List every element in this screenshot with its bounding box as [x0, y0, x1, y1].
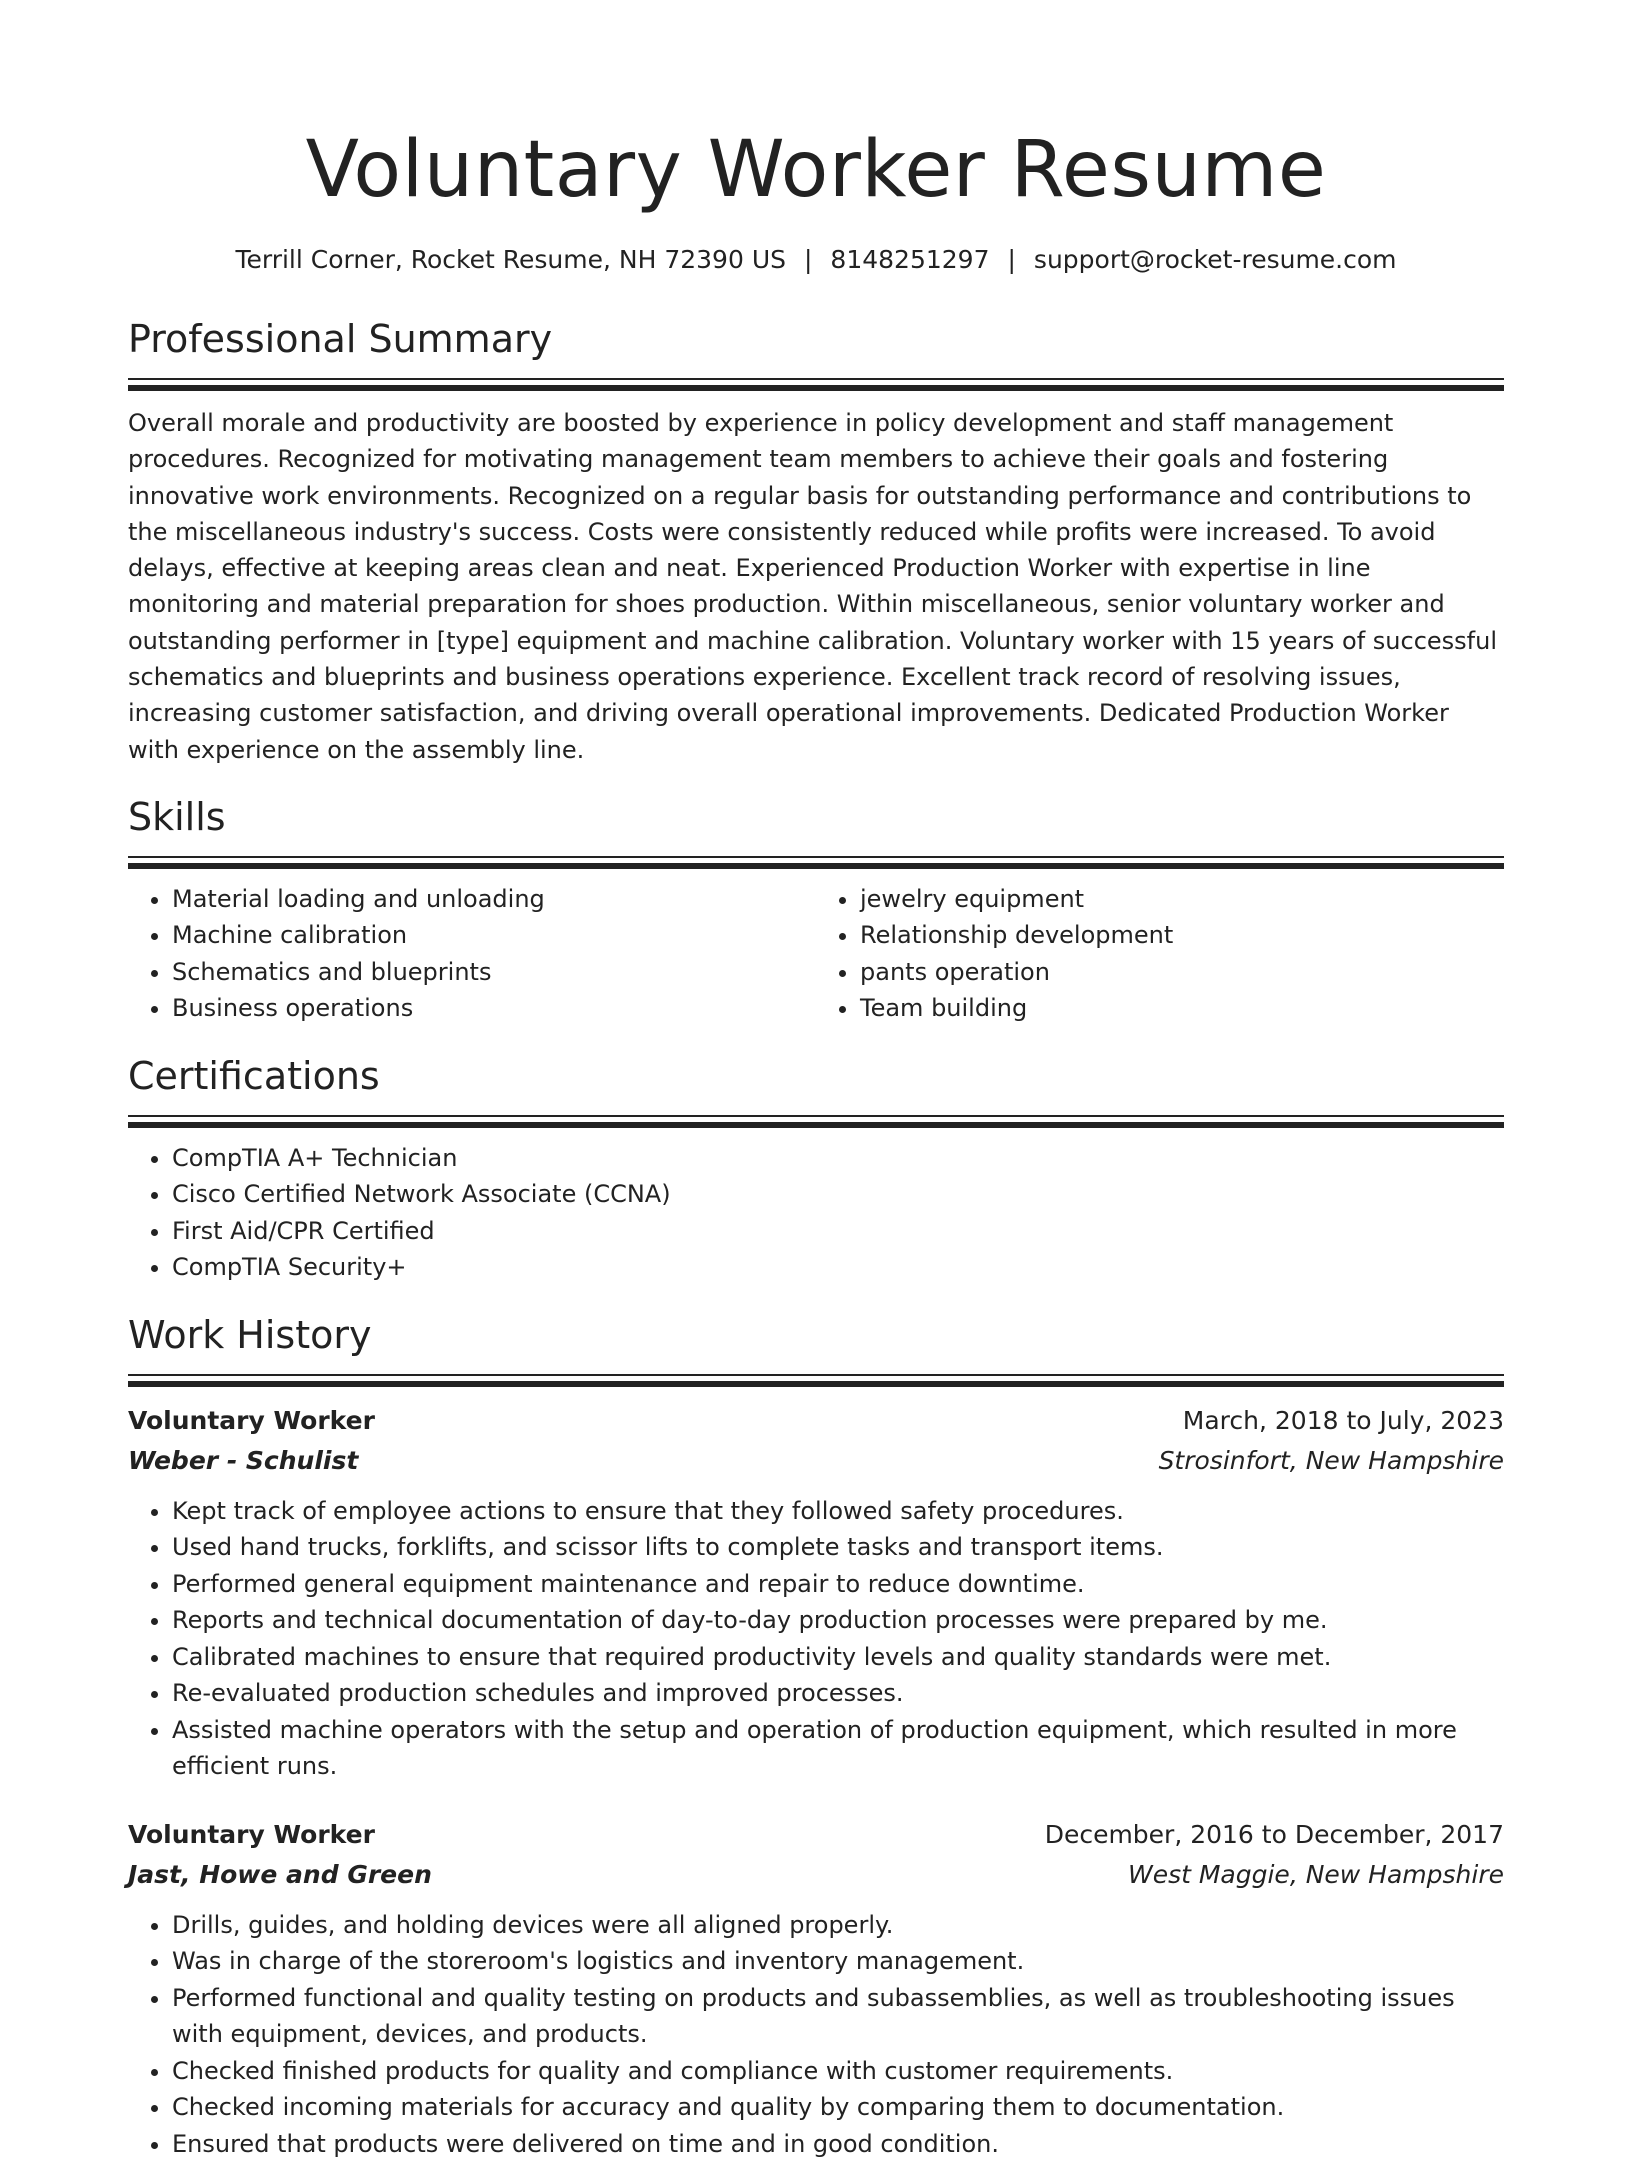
- job-subheader-row: [128, 1441, 1504, 1481]
- job-dates: December, 2016 to December, 2017: [1044, 1819, 1504, 1849]
- work-history-section: [128, 1312, 1504, 2162]
- job-duty-item: • Performed general equipment maintenance and repair to reduce downtime.: [172, 1566, 1504, 1603]
- certification-item: • CompTIA Security+: [172, 1249, 1504, 1286]
- job-duty-item: • Ensured that products were delivered on time and in good condition.: [172, 2126, 1504, 2162]
- job-title: Voluntary Worker: [128, 1405, 375, 1435]
- job-location: West Maggie, New Hampshire: [1127, 1859, 1504, 1889]
- skill-item: • pants operation: [860, 954, 1504, 991]
- section-divider: [128, 378, 1504, 393]
- resume-title: Voluntary Worker Resume: [305, 125, 1327, 215]
- skills-list-left: [128, 881, 816, 1027]
- job-duty-item: • Re-evaluated production schedules and improved processes.: [172, 1675, 1504, 1712]
- section-heading-work-history: Work History: [128, 1312, 372, 1357]
- certification-item: • Cisco Certified Network Associate (CCNA): [172, 1176, 1504, 1213]
- section-divider: [128, 1115, 1504, 1130]
- section-divider: [128, 1374, 1504, 1389]
- job-entry: [128, 1815, 1504, 2162]
- contact-address: Terrill Corner, Rocket Resume, NH 72390 US: [235, 245, 786, 274]
- section-heading-certifications: Certifications: [128, 1053, 380, 1098]
- job-subheader-row: [128, 1855, 1504, 1895]
- job-duty-item: • Kept track of employee actions to ensure that they followed safety procedures.: [172, 1493, 1504, 1530]
- job-duty-item: • Reports and technical documentation of day-to-day production processes were prepared by me.: [172, 1602, 1504, 1639]
- skill-item: • Business operations: [172, 990, 816, 1027]
- section-heading-summary: Professional Summary: [128, 317, 553, 361]
- job-header-row: [128, 1401, 1504, 1441]
- skills-list-right: [816, 881, 1504, 1027]
- job-entry: [128, 1401, 1504, 1785]
- skill-item: • Team building: [860, 990, 1504, 1027]
- job-dates: March, 2018 to July, 2023: [1182, 1405, 1504, 1435]
- contact-email[interactable]: support@rocket-resume.com: [1033, 245, 1397, 274]
- certifications-section: [128, 1053, 1504, 1286]
- job-duty-item: • Calibrated machines to ensure that required productivity levels and quality standards were met.: [172, 1639, 1504, 1676]
- job-duty-item: • Assisted machine operators with the setup and operation of production equipment, which resulted in more efficient runs.: [172, 1712, 1504, 1785]
- skill-item: • Schematics and blueprints: [172, 954, 816, 991]
- job-location: Strosinfort, New Hampshire: [1158, 1445, 1504, 1475]
- contact-line: [128, 244, 1504, 276]
- certifications-list: [128, 1140, 1504, 1286]
- job-company: Jast, Howe and Green: [128, 1859, 432, 1889]
- job-duty-item: • Was in charge of the storeroom's logistics and inventory management.: [172, 1943, 1504, 1980]
- job-duty-item: • Performed functional and quality testing on products and subassemblies, as well as troubleshooting issues with equipment, devices, and products.: [172, 1980, 1504, 2053]
- job-title: Voluntary Worker: [128, 1819, 375, 1849]
- contact-phone: 8148251297: [830, 245, 990, 274]
- skill-item: • Relationship development: [860, 917, 1504, 954]
- skill-item: • Machine calibration: [172, 917, 816, 954]
- job-duties-list: [128, 1907, 1504, 2162]
- section-divider: [128, 856, 1504, 871]
- job-duty-item: • Checked finished products for quality and compliance with customer requirements.: [172, 2053, 1504, 2090]
- contact-separator: |: [803, 245, 813, 274]
- summary-section: [128, 316, 1504, 768]
- job-duty-item: • Drills, guides, and holding devices were all aligned properly.: [172, 1907, 1504, 1944]
- skill-item: • Material loading and unloading: [172, 881, 816, 918]
- job-company: Weber - Schulist: [128, 1445, 359, 1475]
- section-heading-skills: Skills: [128, 794, 226, 839]
- job-header-row: [128, 1815, 1504, 1855]
- certification-item: • CompTIA A+ Technician: [172, 1140, 1504, 1177]
- job-duty-item: • Checked incoming materials for accuracy and quality by comparing them to documentation.: [172, 2089, 1504, 2126]
- contact-separator: |: [1007, 245, 1016, 274]
- job-duties-list: [128, 1493, 1504, 1785]
- skills-grid: [128, 881, 1504, 1027]
- summary-paragraph: Overall morale and productivity are boosted by experience in policy development and staff management procedures. Recognized for motivating management team members to achieve their goals and fostering innovative work environments. Recognized on a regular basis for outstanding performance and contributions to the miscellaneous industry's success. Costs were consistently reduced while profits were increased. To avoid delays, effective at keeping areas clean and neat. Experienced Production Worker with expertise in line monitoring and material preparation for shoes production. Within miscellaneous, senior voluntary worker and outstanding performer in [type] equipment and machine calibration. Voluntary worker with 15 years of successful schematics and blueprints and business operations experience. Excellent track record of resolving issues, increasing customer satisfaction, and driving overall operational improvements. Dedicated Production Worker with experience on the assembly line.: [128, 409, 1497, 764]
- skill-item: • jewelry equipment: [860, 881, 1504, 918]
- job-duty-item: • Used hand trucks, forklifts, and scissor lifts to complete tasks and transport items.: [172, 1529, 1504, 1566]
- skills-section: [128, 794, 1504, 1027]
- certification-item: • First Aid/CPR Certified: [172, 1213, 1504, 1250]
